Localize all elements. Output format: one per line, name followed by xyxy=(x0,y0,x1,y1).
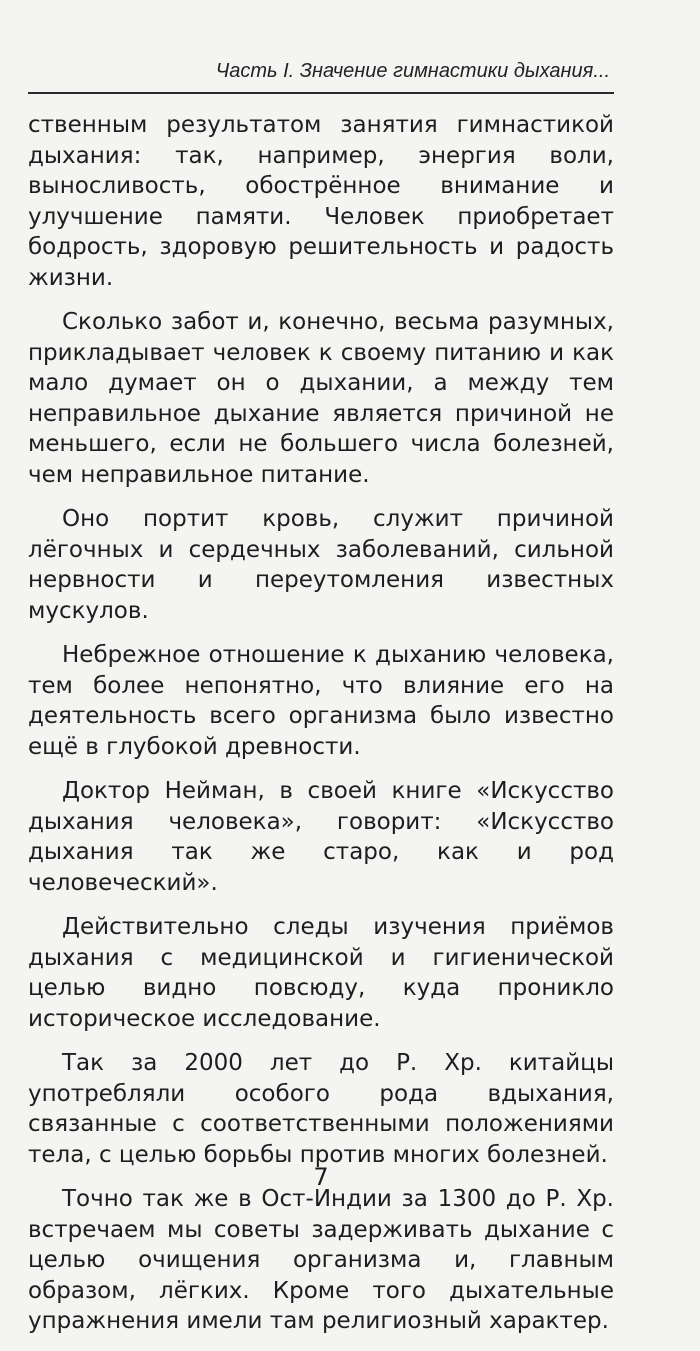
paragraph-6: Действительно следы изучения приёмов дыхания с медицинской и гигиенической целью видно повсюду, куда проникло историческое исследование. xyxy=(28,914,614,1032)
paragraph-2: Сколько забот и, конечно, весьма разумных, прикладывает человек к своему питанию и как мало думает он о дыхании, а между тем неправильное дыхание является причиной не меньшего, если не большего числа болезней, чем неправильное питание. xyxy=(28,309,614,488)
header-rule xyxy=(28,92,614,94)
paragraph-1: ственным результатом занятия гимнастикой дыхания: так, например, энергия воли, выносливость, обострённое внимание и улучшение памяти. Человек приобретает бодрость, здоровую решительность и радость жизни. xyxy=(28,112,614,291)
paragraph-7: Так за 2000 лет до Р. Хр. китайцы употребляли особого рода вдыхания, связанные с соответственными положениями тела, с целью борьбы против многих болезней. xyxy=(28,1050,614,1168)
page-number: 7 xyxy=(313,1163,329,1191)
paragraph-5: Доктор Нейман, в своей книге «Искусство дыхания человека», говорит: «Искусство дыхания так же старо, как и род человеческий». xyxy=(28,778,614,896)
running-head: Часть I. Значение гимнастики дыхания... xyxy=(215,60,610,82)
paragraph-8: Точно так же в Ост-Индии за 1300 до Р. Хр. встречаем мы советы задерживать дыхание с целью очищения организма и, главным образом, лёгких. Кроме того дыхательные упражнения имели там религиозный характер. xyxy=(28,1186,614,1334)
paragraph-3: Оно портит кровь, служит причиной лёгочных и сердечных заболеваний, сильной нервности и переутомления известных мускулов. xyxy=(28,506,614,624)
paragraph-4: Небрежное отношение к дыханию человека, тем более непонятно, что влияние его на деятельность всего организма было известно ещё в глубокой древности. xyxy=(28,642,614,760)
